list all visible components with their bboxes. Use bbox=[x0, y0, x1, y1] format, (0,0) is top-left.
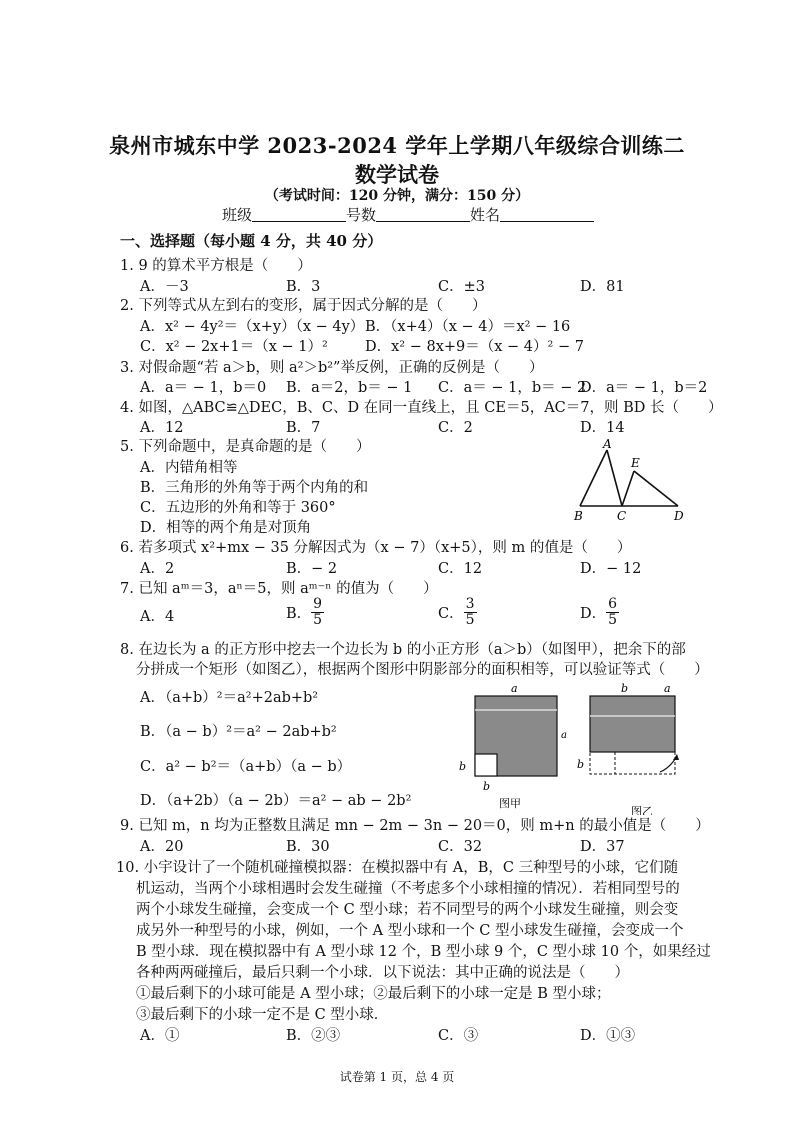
line-ce bbox=[622, 471, 634, 506]
q5-option-a: A．内错角相等 bbox=[140, 460, 238, 476]
q6-option-a: A．2 bbox=[140, 561, 175, 577]
q3-option-a: A．a＝ − 1，b＝0 bbox=[140, 380, 267, 396]
number-field[interactable] bbox=[376, 207, 470, 222]
label-a-right: a bbox=[561, 730, 567, 741]
label-d: D bbox=[674, 509, 684, 522]
q9-option-d: D．37 bbox=[580, 839, 625, 855]
q4-option-c: C．2 bbox=[438, 420, 473, 436]
q10-line-2: 机运动，当两个小球相遇时会发生碰撞（不考虑多个小球相撞的情况）．若相同型号的 bbox=[136, 881, 680, 897]
q10-option-b: B．②③ bbox=[286, 1028, 341, 1044]
q10-option-d: D．①③ bbox=[580, 1028, 636, 1044]
label-b: B bbox=[574, 509, 583, 522]
triangle-figure bbox=[570, 438, 690, 522]
student-info-row bbox=[222, 204, 594, 225]
exam-title: 泉州市城东中学 2023-2024 学年上学期八年级综合训练二 bbox=[109, 133, 685, 158]
q7-option-d: D． $\frac{6}{5}$ bbox=[580, 596, 618, 628]
question-2: 2. 下列等式从左到右的变形，属于因式分解的是（ ） bbox=[120, 298, 487, 314]
q1-option-b: B．3 bbox=[286, 279, 321, 295]
q10-line-6: 各种两两碰撞后，最后只剩一个小球．以下说法：其中正确的说法是（ ） bbox=[136, 965, 629, 981]
q4-option-a: A．12 bbox=[140, 420, 184, 436]
name-field[interactable] bbox=[500, 207, 594, 222]
q2-option-a: A．x² − 4y²＝（x+y）（x − 4y） bbox=[140, 319, 365, 335]
arrow-head bbox=[673, 754, 679, 760]
q8-option-b: B．（a − b）²＝a² − 2ab+b² bbox=[140, 724, 337, 740]
q4-option-d: D．14 bbox=[580, 420, 625, 436]
q8-option-d: D．（a+2b）（a − 2b）＝a² − ab − 2b² bbox=[140, 793, 412, 809]
q4-option-b: B．7 bbox=[286, 420, 321, 436]
q7-option-a: A．4 bbox=[140, 609, 175, 625]
question-8: 8. 在边长为 a 的正方形中挖去一个边长为 b 的小正方形（a＞b）（如图甲），把余下的部 bbox=[120, 642, 686, 658]
question-6: 6. 若多项式 x²+mx − 35 分解因式为（x − 7）（x+5），则 m 的值是（ ） bbox=[120, 540, 632, 556]
q10-line-3: 两个小球发生碰撞，会变成一个 C 型小球；若不同型号的两个小球发生碰撞，则会变 bbox=[136, 902, 679, 918]
line-ed bbox=[634, 471, 678, 506]
label-c: C bbox=[617, 509, 627, 522]
name-label: 姓名 bbox=[470, 206, 501, 224]
label-a-top: a bbox=[511, 682, 518, 695]
q3-option-c: C．a＝ − 1，b＝ − 2 bbox=[438, 380, 587, 396]
exam-info: （考试时间：120 分钟，满分：150 分） bbox=[264, 188, 530, 204]
line-ac bbox=[607, 450, 622, 506]
q3-option-b: B．a＝2，b＝ − 1 bbox=[286, 380, 413, 396]
question-4: 4. 如图，△ABC≌△DEC，B、C、D 在同一直线上，且 CE＝5，AC＝7，则 BD 长（ ） bbox=[120, 400, 723, 416]
question-3: 3. 对假命题“若 a＞b，则 a²＞b²”举反例，正确的反例是（ ） bbox=[120, 360, 544, 376]
question-1: 1. 9 的算术平方根是（ ） bbox=[120, 258, 312, 274]
q9-option-c: C．32 bbox=[438, 839, 483, 855]
page-footer: 试卷第 1 页，总 4 页 bbox=[339, 1070, 455, 1084]
q10-line-8: ③最后剩下的小球一定不是 C 型小球． bbox=[136, 1007, 389, 1023]
q8-option-a: A．（a+b）²＝a²+2ab+b² bbox=[140, 690, 319, 706]
q6-option-d: D．− 12 bbox=[580, 561, 642, 577]
q10-option-c: C．③ bbox=[438, 1028, 479, 1044]
question-9: 9. 已知 m，n 均为正整数且满足 mn − 2m − 3n − 20＝0，则 m+n 的最小值是（ ） bbox=[120, 818, 710, 834]
q1-option-c: C．±3 bbox=[438, 279, 485, 295]
square-figures bbox=[455, 680, 695, 815]
section-title: 一、选择题（每小题 4 分，共 40 分） bbox=[120, 232, 383, 250]
question-10: 10. 小宇设计了一个随机碰撞模拟器：在模拟器中有 A，B，C 三种型号的小球，它们随 bbox=[116, 860, 679, 876]
q8-option-c: C．a² − b²＝（a+b）（a − b） bbox=[140, 759, 352, 775]
question-5: 5. 下列命题中，是真命题的是（ ） bbox=[120, 439, 371, 455]
q5-option-d: D．相等的两个角是对顶角 bbox=[140, 520, 312, 536]
label-a-top-2: b bbox=[621, 682, 629, 695]
q9-option-a: A．20 bbox=[140, 839, 184, 855]
q9-option-b: B．30 bbox=[286, 839, 330, 855]
q1-option-d: D．81 bbox=[580, 279, 625, 295]
class-field[interactable] bbox=[252, 207, 346, 222]
label-b-bottom: b bbox=[483, 780, 491, 793]
q2-option-c: C．x² − 2x+1＝（x − 1）² bbox=[140, 339, 328, 355]
line-ab bbox=[580, 450, 607, 506]
q2-option-b: B．（x+4）（x − 4）＝x² − 16 bbox=[365, 319, 571, 335]
q3-option-d: D．a＝ − 1，b＝2 bbox=[580, 380, 708, 396]
q5-option-c: C．五边形的外角和等于 360° bbox=[140, 500, 336, 516]
q6-option-c: C．12 bbox=[438, 561, 483, 577]
q6-option-b: B．− 2 bbox=[286, 561, 338, 577]
exam-subject: 数学试卷 bbox=[355, 162, 439, 187]
label-a: A bbox=[603, 438, 612, 451]
q10-line-7: ①最后剩下的小球可能是 A 型小球；②最后剩下的小球一定是 B 型小球； bbox=[136, 986, 611, 1002]
q5-option-b: B．三角形的外角等于两个内角的和 bbox=[140, 480, 369, 496]
question-7: 7. 已知 aᵐ＝3，aⁿ＝5，则 aᵐ⁻ⁿ 的值为（ ） bbox=[120, 581, 438, 597]
figure-jia-label: 图甲 bbox=[499, 797, 521, 810]
q7-option-b: B． $\frac{9}{5}$ bbox=[286, 596, 323, 628]
label-e: E bbox=[631, 456, 640, 470]
label-b-left: b bbox=[459, 760, 467, 773]
question-8-line2: 分拼成一个矩形（如图乙），根据两个图形中阴影部分的面积相等，可以验证等式（ ） bbox=[136, 662, 709, 678]
label-b-left-2: b bbox=[577, 758, 585, 771]
q10-option-a: A．① bbox=[140, 1028, 180, 1044]
label-b-top-2: a bbox=[664, 682, 671, 695]
q2-option-d: D．x² − 8x+9＝（x − 4）² − 7 bbox=[365, 339, 584, 355]
q10-line-5: B 型小球．现在模拟器中有 A 型小球 12 个，B 型小球 9 个，C 型小球 10 个，如果经过 bbox=[136, 944, 711, 960]
small-square-cut bbox=[475, 754, 497, 776]
class-label: 班级 bbox=[222, 206, 253, 224]
q10-line-4: 成另外一种型号的小球，例如，一个 A 型小球和一个 C 型小球发生碰撞，会变成一个 bbox=[136, 923, 684, 939]
figure-yi-label: 图乙 bbox=[631, 805, 653, 815]
q1-option-a: A．－3 bbox=[140, 279, 189, 295]
number-label: 号数 bbox=[346, 206, 377, 224]
q7-option-c: C． $\frac{3}{5}$ bbox=[438, 596, 475, 628]
rect-shaded bbox=[590, 696, 675, 752]
